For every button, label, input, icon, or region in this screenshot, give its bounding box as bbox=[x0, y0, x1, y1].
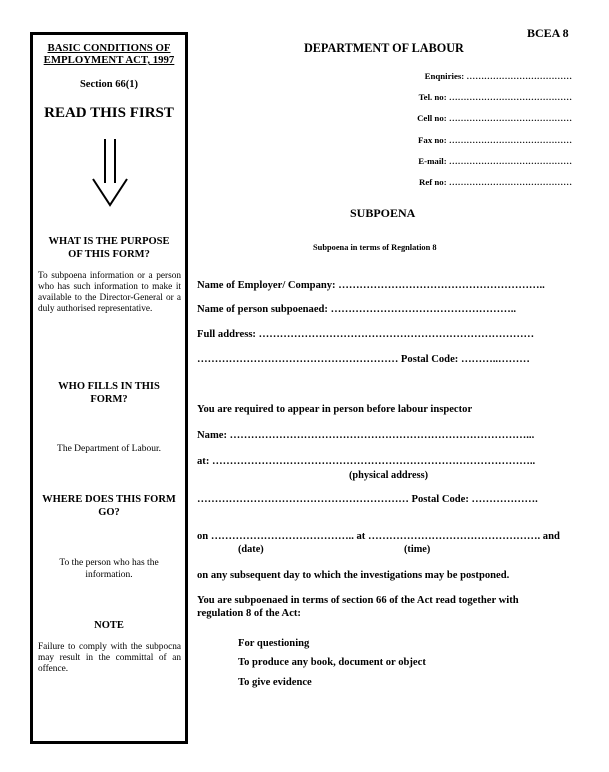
postal-code-field-2[interactable]: …………………………………………………… Postal Code: ………………. bbox=[197, 494, 538, 505]
form-title: SUBPOENA bbox=[350, 206, 416, 220]
postal-code-field-1[interactable]: ………………………………………………… Postal Code: ………..……… bbox=[197, 354, 530, 365]
purpose-heading bbox=[33, 235, 185, 261]
where-heading-line2: GO? bbox=[98, 507, 120, 518]
person-subpoenaed-field[interactable]: Name of person subpoenaed: …………………………………………….. bbox=[197, 304, 516, 315]
instructions-sidebar bbox=[30, 32, 188, 744]
employer-field[interactable]: Name of Employer/ Company: ………………………………………………….. bbox=[197, 280, 545, 291]
note-heading: NOTE bbox=[94, 620, 124, 631]
purpose-heading-line2: OF THIS FORM? bbox=[68, 249, 150, 260]
form-subtitle: Subpoena in terms of Regnlation 8 bbox=[313, 243, 437, 252]
cell-field[interactable]: Cell no: …………………………………… bbox=[417, 113, 572, 124]
email-field[interactable]: E-mail: …………………………………… bbox=[418, 155, 572, 166]
date-label: (date) bbox=[238, 544, 264, 555]
subpoenaed-text-line2: regulation 8 of the Act: bbox=[197, 608, 301, 619]
option-questioning: For questioning bbox=[238, 638, 310, 649]
where-heading bbox=[33, 493, 185, 519]
option-give-evidence: To give evidence bbox=[238, 677, 312, 688]
down-arrow-icon bbox=[85, 139, 135, 211]
option-produce-documents: To produce any book, document or object bbox=[238, 657, 426, 668]
where-heading-line1: WHERE DOES THIS FORM bbox=[42, 494, 176, 505]
section-number: Section 66(1) bbox=[79, 79, 139, 90]
where-text bbox=[33, 557, 185, 581]
form-code: BCEA 8 bbox=[527, 26, 569, 40]
subsequent-day-text: on any subsequent day to which the investigations may be postponed. bbox=[197, 570, 510, 581]
fax-field[interactable]: Fax no: …………………………………… bbox=[418, 134, 572, 145]
who-heading-line2: FORM? bbox=[90, 394, 128, 405]
physical-address-field[interactable]: at: ……………………………………………………………………………….. bbox=[197, 456, 536, 467]
who-heading bbox=[33, 380, 185, 406]
time-label: (time) bbox=[404, 544, 431, 555]
inspector-name-field[interactable]: Name: …………………………………………………………………………... bbox=[197, 430, 535, 441]
tel-field[interactable]: Tel. no: …………………………………… bbox=[418, 92, 572, 103]
subpoenaed-text-line1: You are subpoenaed in terms of section 66 of the Act read together with bbox=[197, 595, 519, 606]
act-title-line1: BASIC CONDITIONS OF bbox=[47, 42, 171, 54]
date-time-field[interactable]: on ………………………………….. at …………………………………………. and bbox=[197, 531, 560, 542]
enquiries-field[interactable]: Enqniries: ……………………………… bbox=[424, 71, 572, 81]
act-title-line2: EMPLOYMENT ACT, 1997 bbox=[43, 54, 175, 66]
appear-instruction: You are required to appear in person before labour inspector bbox=[197, 404, 473, 415]
subpoenaed-text bbox=[197, 594, 519, 620]
ref-field[interactable]: Ref no: …………………………………… bbox=[419, 177, 572, 188]
contact-details bbox=[380, 66, 572, 193]
act-title bbox=[33, 42, 185, 66]
who-text: The Department of Labour. bbox=[57, 444, 161, 454]
full-address-field[interactable]: Full address: …………………………………………………………………… bbox=[197, 329, 535, 340]
read-this-first: READ THIS FIRST bbox=[44, 105, 174, 121]
note-text: Failure to comply with the subpocna may result in the committal of an offence. bbox=[38, 642, 181, 674]
purpose-heading-line1: WHAT IS THE PURPOSE bbox=[48, 236, 170, 247]
physical-address-label: (physical address) bbox=[349, 470, 429, 481]
department-title: DEPARTMENT OF LABOUR bbox=[304, 41, 464, 55]
where-text-line2: information. bbox=[85, 570, 133, 580]
where-text-line1: To the person who has the bbox=[59, 558, 159, 568]
who-heading-line1: WHO FILLS IN THIS bbox=[58, 381, 160, 392]
purpose-text: To subpoena information or a person who has such information to make it available to the Director-General or a duly authorised representative. bbox=[38, 271, 181, 314]
